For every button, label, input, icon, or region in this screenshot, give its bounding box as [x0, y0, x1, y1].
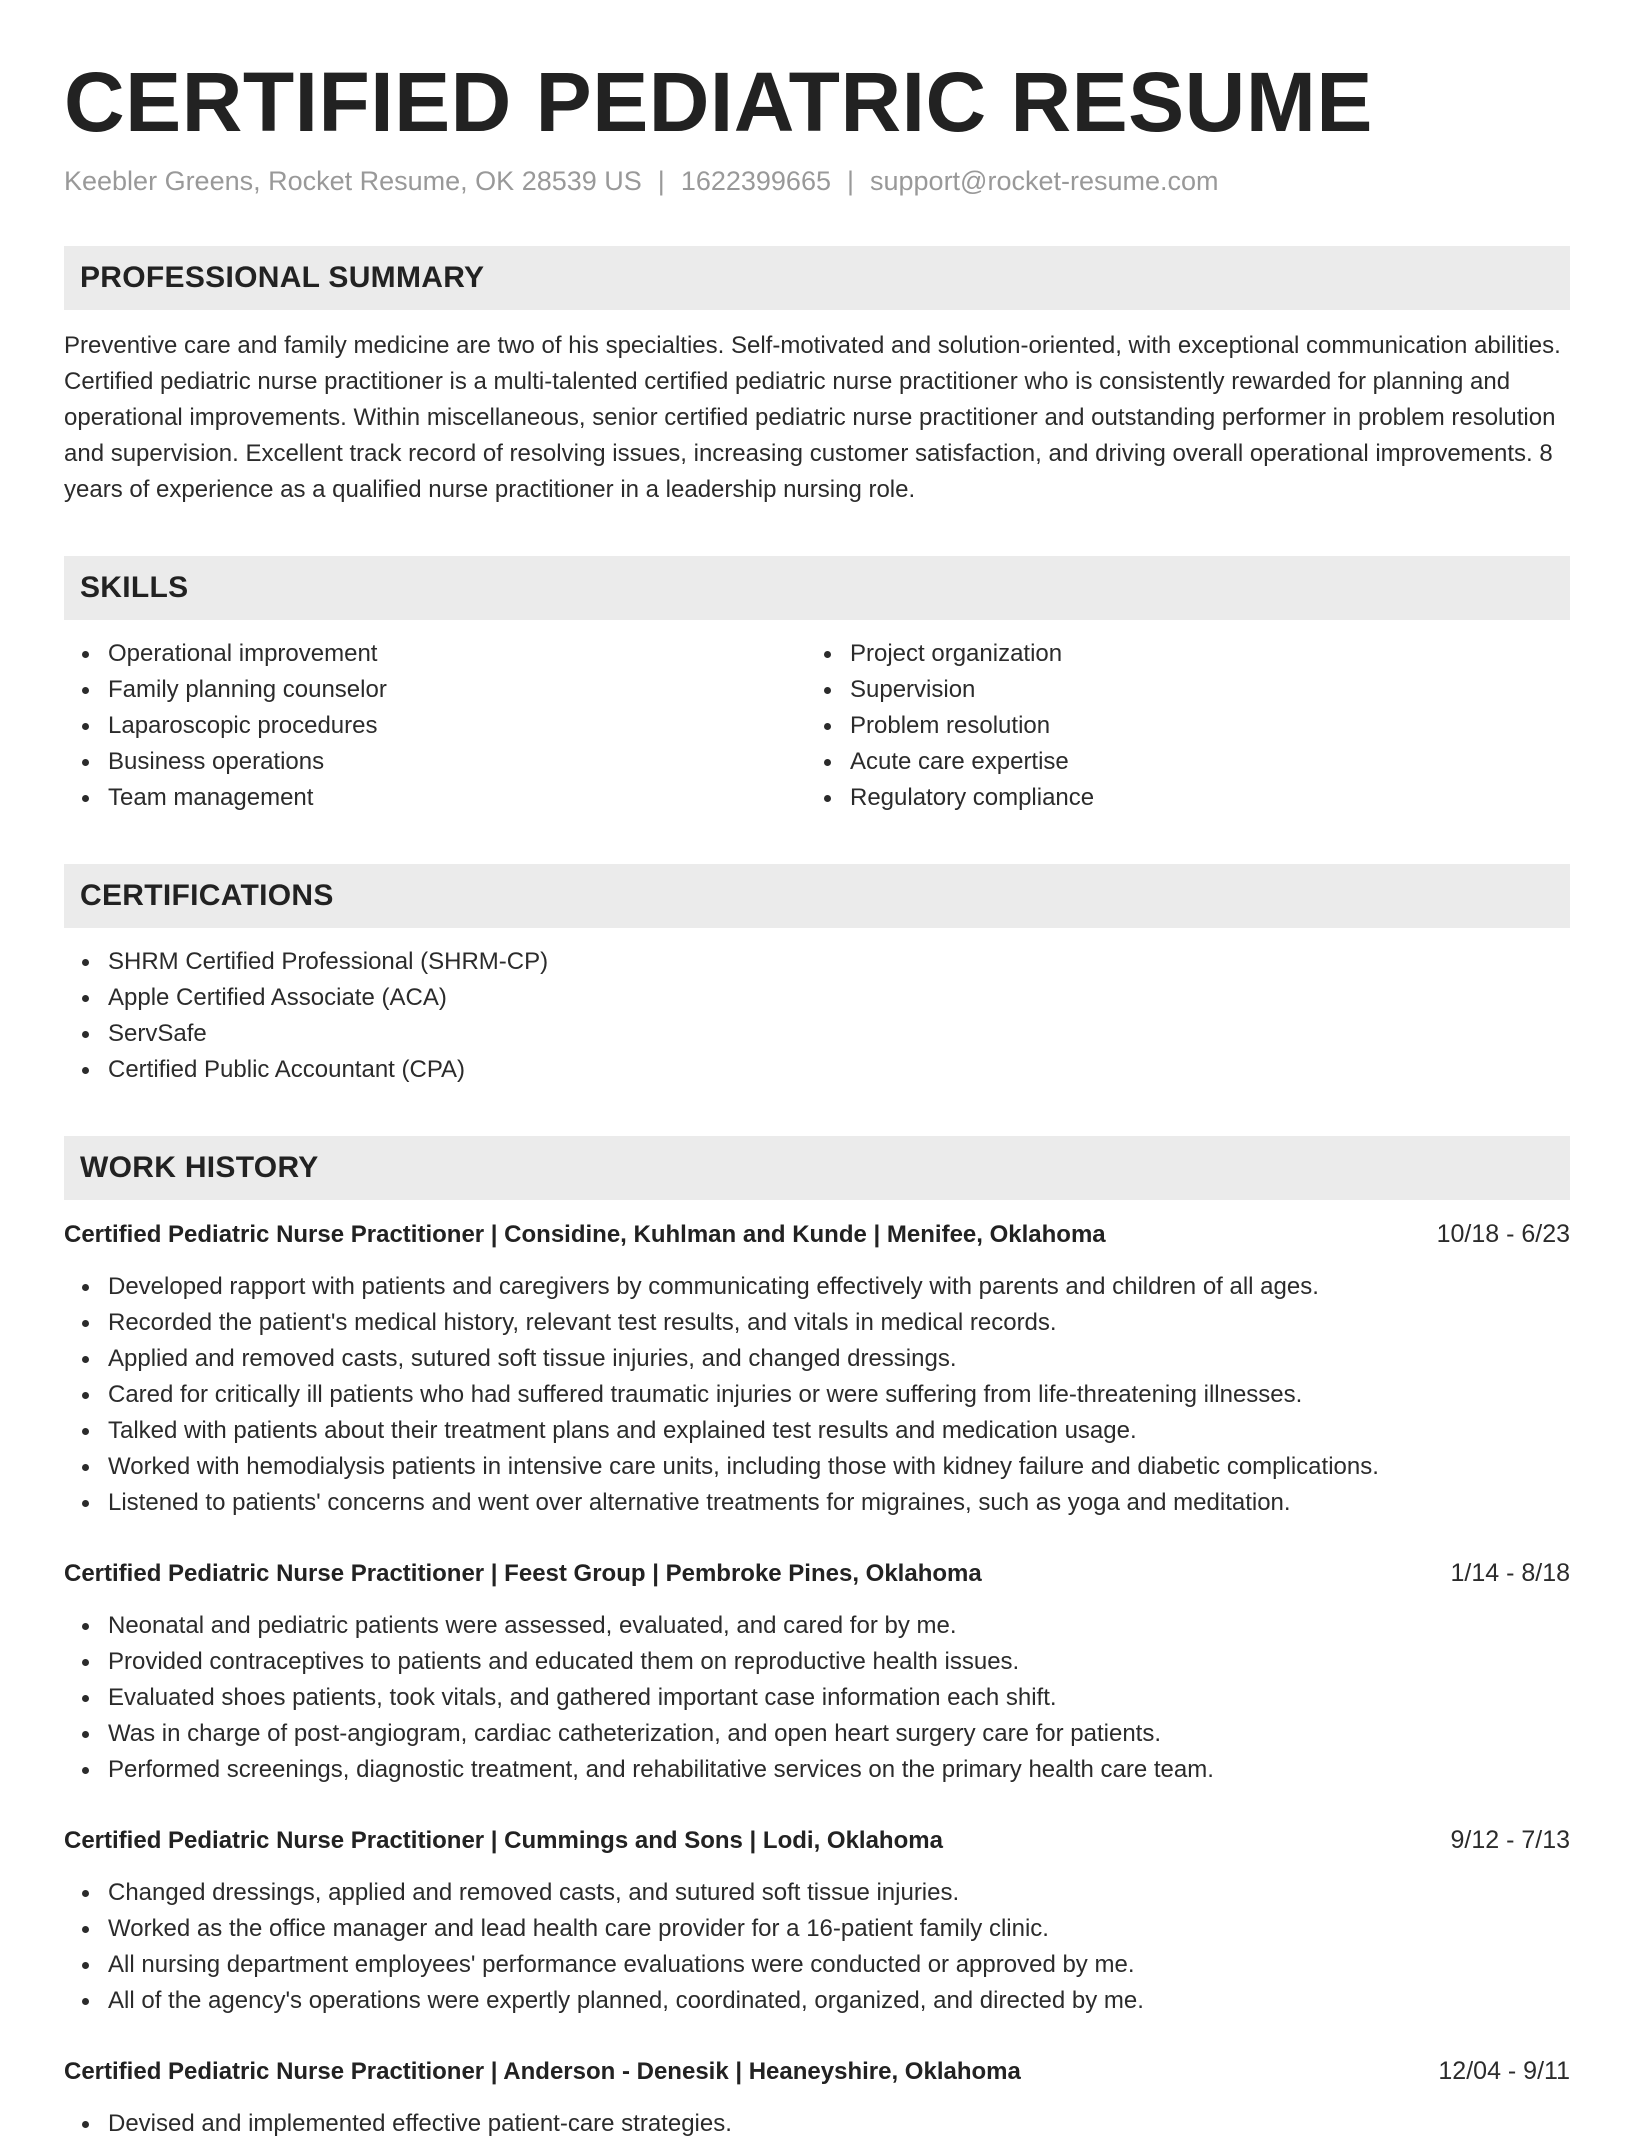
job-bullet: Performed screenings, diagnostic treatment, and rehabilitative services on the primary health care team.: [64, 1752, 1570, 1788]
job-title: Certified Pediatric Nurse Practitioner | Feest Group | Pembroke Pines, Oklahoma: [64, 1560, 982, 1587]
job-dates: 10/18 - 6/23: [1436, 1220, 1570, 1248]
job-entry: [64, 2053, 1570, 2142]
contact-separator: |: [846, 166, 854, 196]
contact-separator: |: [657, 166, 665, 196]
skill-item: Project organization: [806, 636, 1548, 672]
section-heading-skills: SKILLS: [64, 556, 1570, 620]
job-bullet: Applied and removed casts, sutured soft tissue injuries, and changed dressings.: [64, 1341, 1570, 1377]
job-bullet: Cared for critically ill patients who had suffered traumatic injuries or were suffering from life-threatening illnesses.: [64, 1377, 1570, 1413]
job-bullets: [64, 2106, 1570, 2142]
section-heading-work-history: WORK HISTORY: [64, 1136, 1570, 1200]
job-header: [64, 1822, 1570, 1859]
skill-item: Problem resolution: [806, 708, 1548, 744]
section-heading-certifications: CERTIFICATIONS: [64, 864, 1570, 928]
job-bullet: Worked with hemodialysis patients in intensive care units, including those with kidney failure and diabetic complications.: [64, 1449, 1570, 1485]
certification-item: Certified Public Accountant (CPA): [64, 1052, 1570, 1088]
contact-phone: 1622399665: [680, 166, 831, 196]
job-header: [64, 1555, 1570, 1592]
skill-item: Laparoscopic procedures: [64, 708, 806, 744]
job-header: [64, 2053, 1570, 2090]
job-dates: 1/14 - 8/18: [1450, 1559, 1570, 1587]
job-bullet: Devised and implemented effective patient-care strategies.: [64, 2106, 1570, 2142]
job-bullet: Listened to patients' concerns and went over alternative treatments for migraines, such as yoga and meditation.: [64, 1485, 1570, 1521]
job-bullet: Changed dressings, applied and removed casts, and sutured soft tissue injuries.: [64, 1875, 1570, 1911]
certification-item: SHRM Certified Professional (SHRM-CP): [64, 944, 1570, 980]
job-entry: [64, 1822, 1570, 2019]
job-bullets: [64, 1875, 1570, 2019]
resume-title: CERTIFIED PEDIATRIC RESUME: [64, 55, 1373, 149]
job-bullets: [64, 1269, 1570, 1521]
resume-page: [64, 0, 1570, 2142]
job-dates: 9/12 - 7/13: [1450, 1826, 1570, 1854]
job-bullet: Provided contraceptives to patients and educated them on reproductive health issues.: [64, 1644, 1570, 1680]
skill-item: Business operations: [64, 744, 806, 780]
contact-address: Keebler Greens, Rocket Resume, OK 28539 US: [64, 166, 642, 196]
job-entry: [64, 1216, 1570, 1521]
job-title: Certified Pediatric Nurse Practitioner | Anderson - Denesik | Heaneyshire, Oklahoma: [64, 2058, 1021, 2085]
skills-list: [64, 636, 1570, 816]
contact-line: [64, 164, 1570, 198]
job-title: Certified Pediatric Nurse Practitioner | Cummings and Sons | Lodi, Oklahoma: [64, 1827, 943, 1854]
job-title: Certified Pediatric Nurse Practitioner | Considine, Kuhlman and Kunde | Menifee, Oklahoma: [64, 1221, 1106, 1248]
certifications-list: [64, 944, 1570, 1088]
job-bullet: Talked with patients about their treatment plans and explained test results and medication usage.: [64, 1413, 1570, 1449]
skill-item: Family planning counselor: [64, 672, 806, 708]
certification-item: ServSafe: [64, 1016, 1570, 1052]
skill-item: Supervision: [806, 672, 1548, 708]
skill-item: Team management: [64, 780, 806, 816]
job-header: [64, 1216, 1570, 1253]
job-bullet: Neonatal and pediatric patients were assessed, evaluated, and cared for by me.: [64, 1608, 1570, 1644]
job-bullets: [64, 1608, 1570, 1788]
certification-item: Apple Certified Associate (ACA): [64, 980, 1570, 1016]
job-bullet: All of the agency's operations were expertly planned, coordinated, organized, and directed by me.: [64, 1983, 1570, 2019]
job-bullet: Evaluated shoes patients, took vitals, and gathered important case information each shift.: [64, 1680, 1570, 1716]
job-bullet: Recorded the patient's medical history, relevant test results, and vitals in medical records.: [64, 1305, 1570, 1341]
job-bullet: Developed rapport with patients and caregivers by communicating effectively with parents and children of all ages.: [64, 1269, 1570, 1305]
skill-item: Regulatory compliance: [806, 780, 1548, 816]
skill-item: Acute care expertise: [806, 744, 1548, 780]
contact-email: support@rocket-resume.com: [870, 166, 1219, 196]
summary-text: Preventive care and family medicine are two of his specialties. Self-motivated and solution-oriented, with exceptional communication abilities. Certified pediatric nurse practitioner is a multi-talented certified pediatric nurse practitioner who is consistently rewarded for planning and operational improvements. Within miscellaneous, senior certified pediatric nurse practitioner and outstanding performer in problem resolution and supervision. Excellent track record of resolving issues, increasing customer satisfaction, and driving overall operational improvements. 8 years of experience as a qualified nurse practitioner in a leadership nursing role.: [64, 332, 1561, 503]
section-heading-summary: PROFESSIONAL SUMMARY: [64, 246, 1570, 310]
job-bullet: Worked as the office manager and lead health care provider for a 16-patient family clinic.: [64, 1911, 1570, 1947]
job-bullet: All nursing department employees' performance evaluations were conducted or approved by me.: [64, 1947, 1570, 1983]
skill-item: Operational improvement: [64, 636, 806, 672]
skills-column-right: [806, 636, 1548, 816]
job-bullet: Was in charge of post-angiogram, cardiac catheterization, and open heart surgery care for patients.: [64, 1716, 1570, 1752]
skills-column-left: [64, 636, 806, 816]
job-dates: 12/04 - 9/11: [1438, 2057, 1570, 2085]
job-entry: [64, 1555, 1570, 1788]
